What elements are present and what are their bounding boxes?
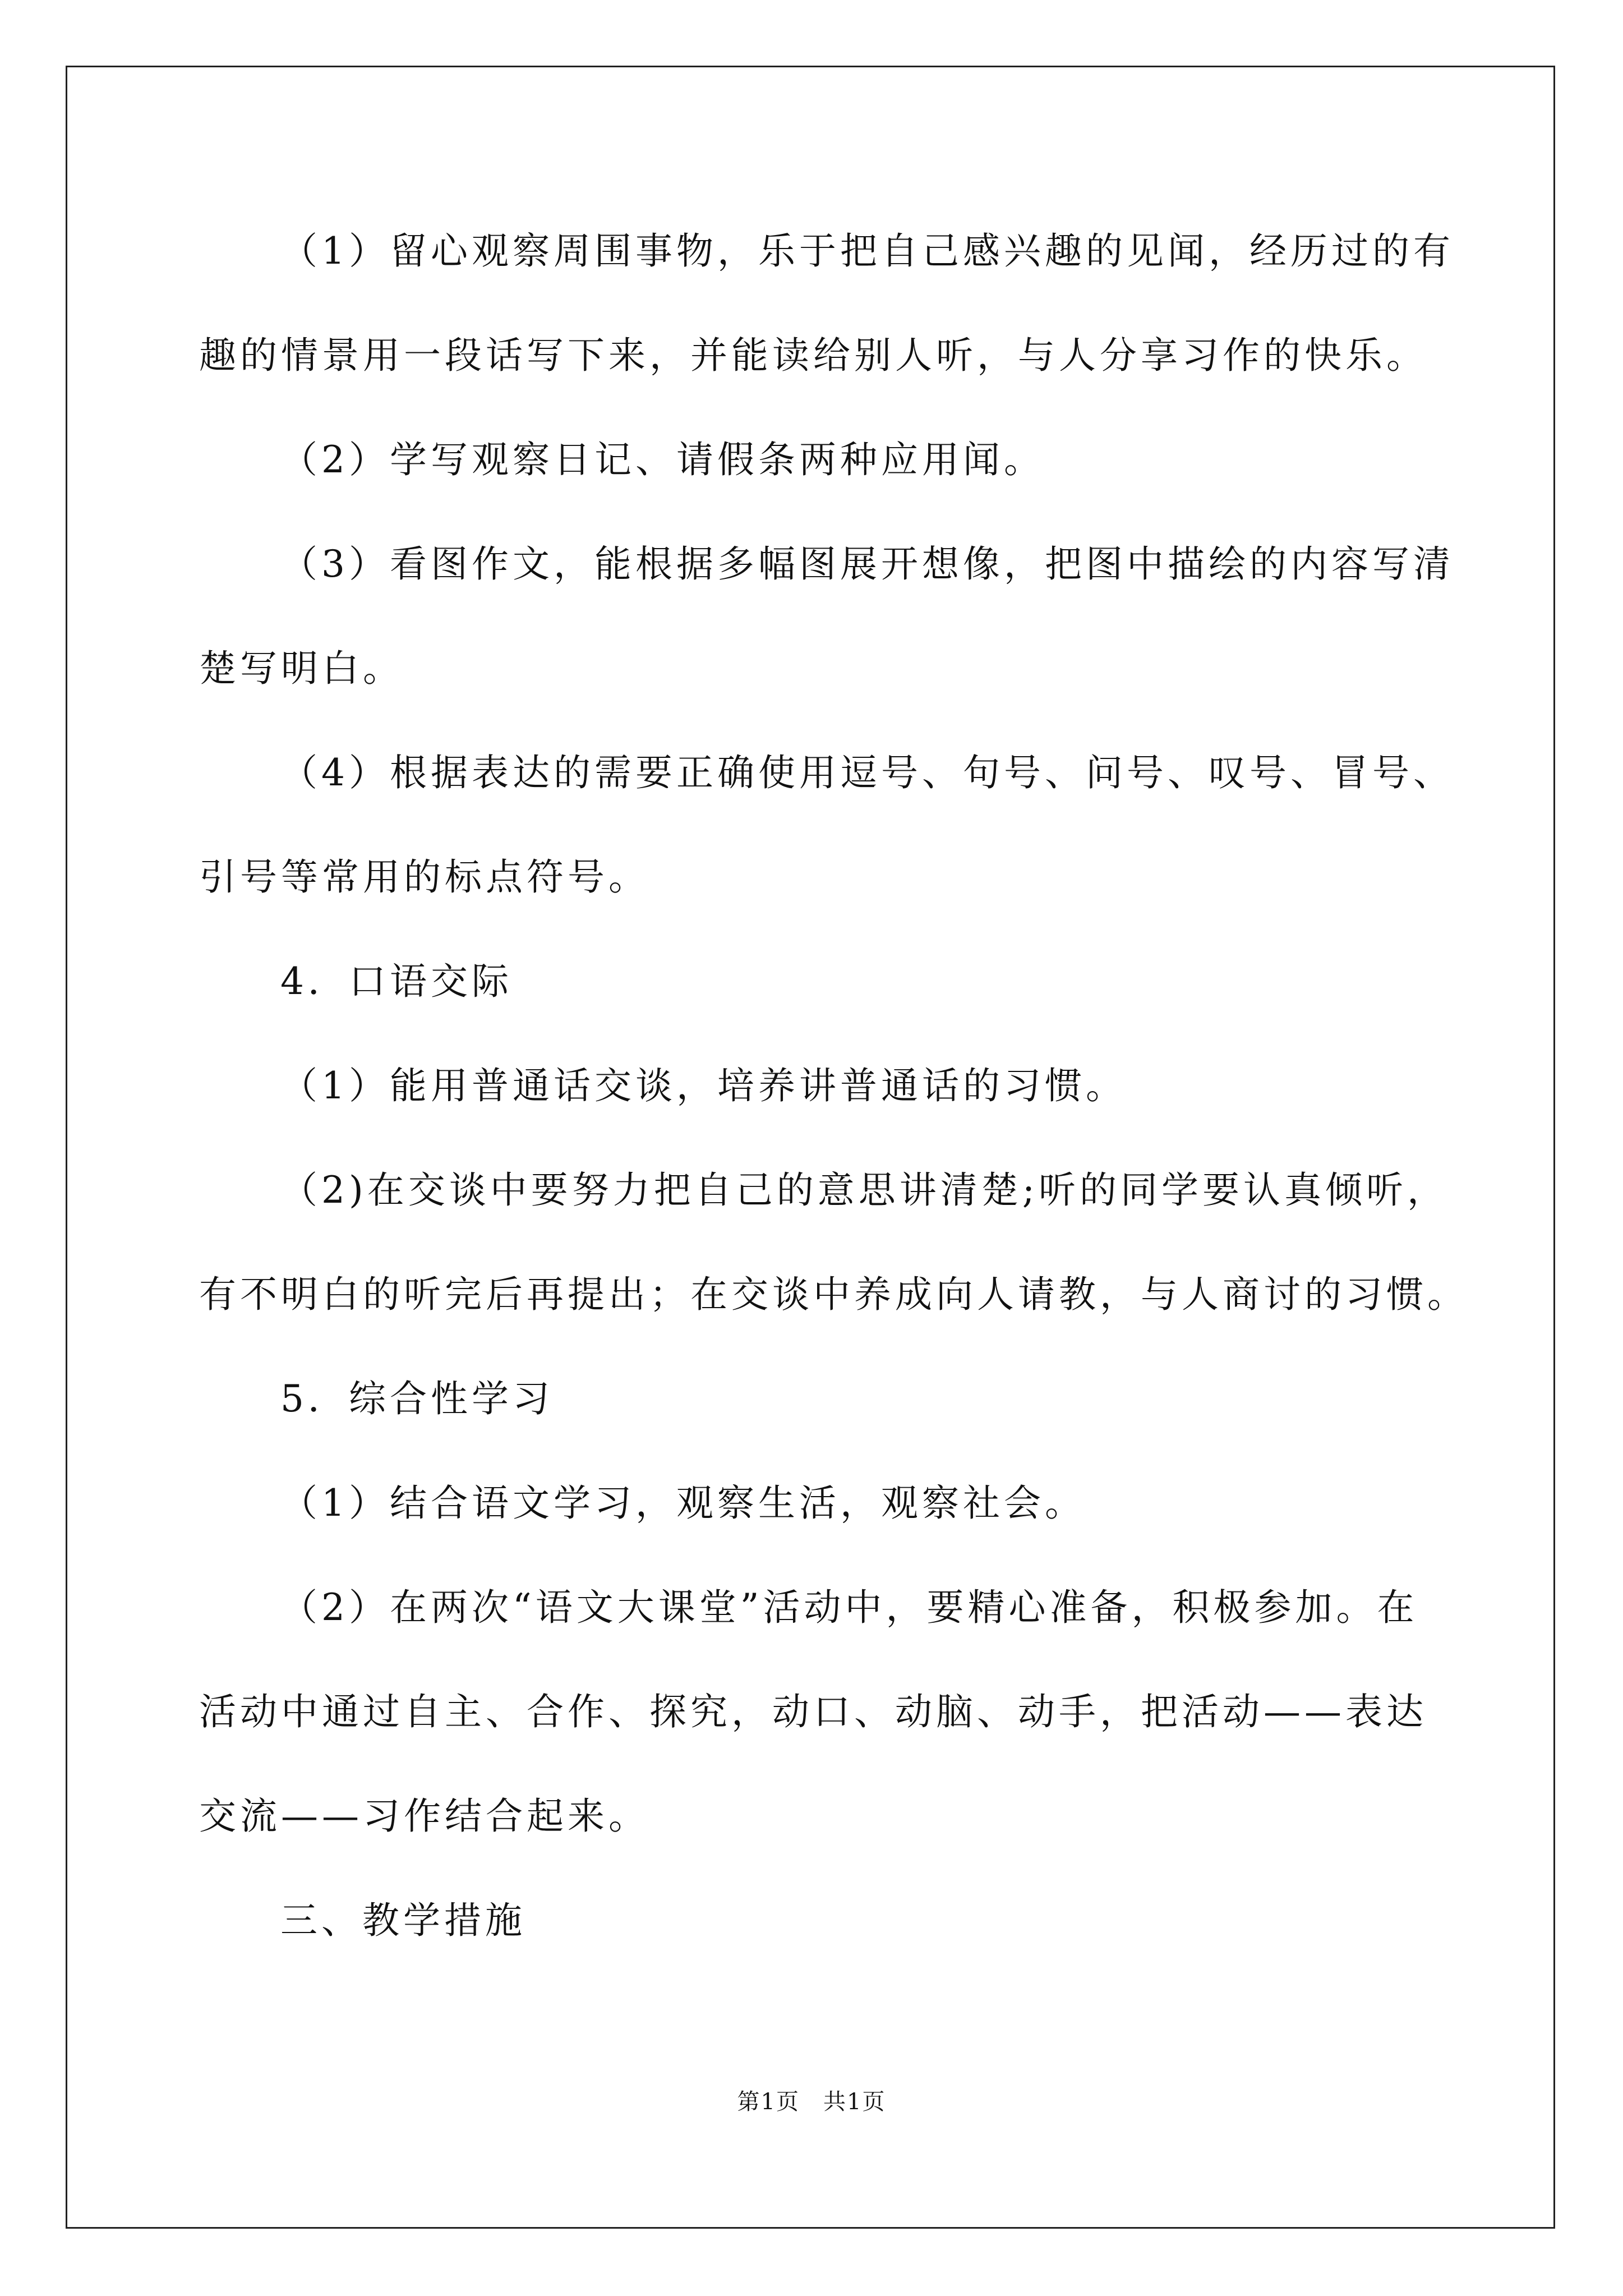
section-heading: 三、教学措施	[280, 1899, 526, 1942]
paragraph-line: 楚写明白。	[199, 647, 404, 690]
page-number-footer: 第1页 共1页	[737, 2089, 886, 2115]
paragraph-line: 活动中通过自主、合作、探究，动口、动脑、动手，把活动——表达	[199, 1690, 1427, 1733]
paragraph-line: 引号等常用的标点符号。	[199, 855, 649, 899]
paragraph-line: 交流——习作结合起来。	[199, 1795, 649, 1838]
paragraph-line: （2）学写观察日记、请假条两种应用闻。	[280, 438, 1045, 481]
paragraph-line: （1）留心观察周围事物，乐于把自己感兴趣的见闻，经历过的有	[280, 229, 1454, 273]
paragraph-line: 趣的情景用一段话写下来，并能读给别人听，与人分享习作的快乐。	[199, 334, 1427, 377]
paragraph-line: （1）结合语文学习，观察生活，观察社会。	[280, 1481, 1086, 1525]
paragraph-line: （4）根据表达的需要正确使用逗号、句号、问号、叹号、冒号、	[280, 751, 1454, 794]
paragraph-line: （3）看图作文，能根据多幅图展开想像，把图中描绘的内容写清	[280, 542, 1454, 586]
section-heading: 5．综合性学习	[280, 1377, 554, 1420]
paragraph-line: （2）在两次“语文大课堂”活动中，要精心准备，积极参加。在	[280, 1586, 1418, 1629]
paragraph-line: 有不明白的听完后再提出；在交谈中养成向人请教，与人商讨的习惯。	[199, 1273, 1468, 1316]
paragraph-line: （1）能用普通话交谈，培养讲普通话的习惯。	[280, 1064, 1127, 1107]
paragraph-line: （2)在交谈中要努力把自己的意思讲清楚;听的同学要认真倾听，	[280, 1168, 1448, 1212]
section-heading: 4．口语交际	[280, 960, 513, 1003]
